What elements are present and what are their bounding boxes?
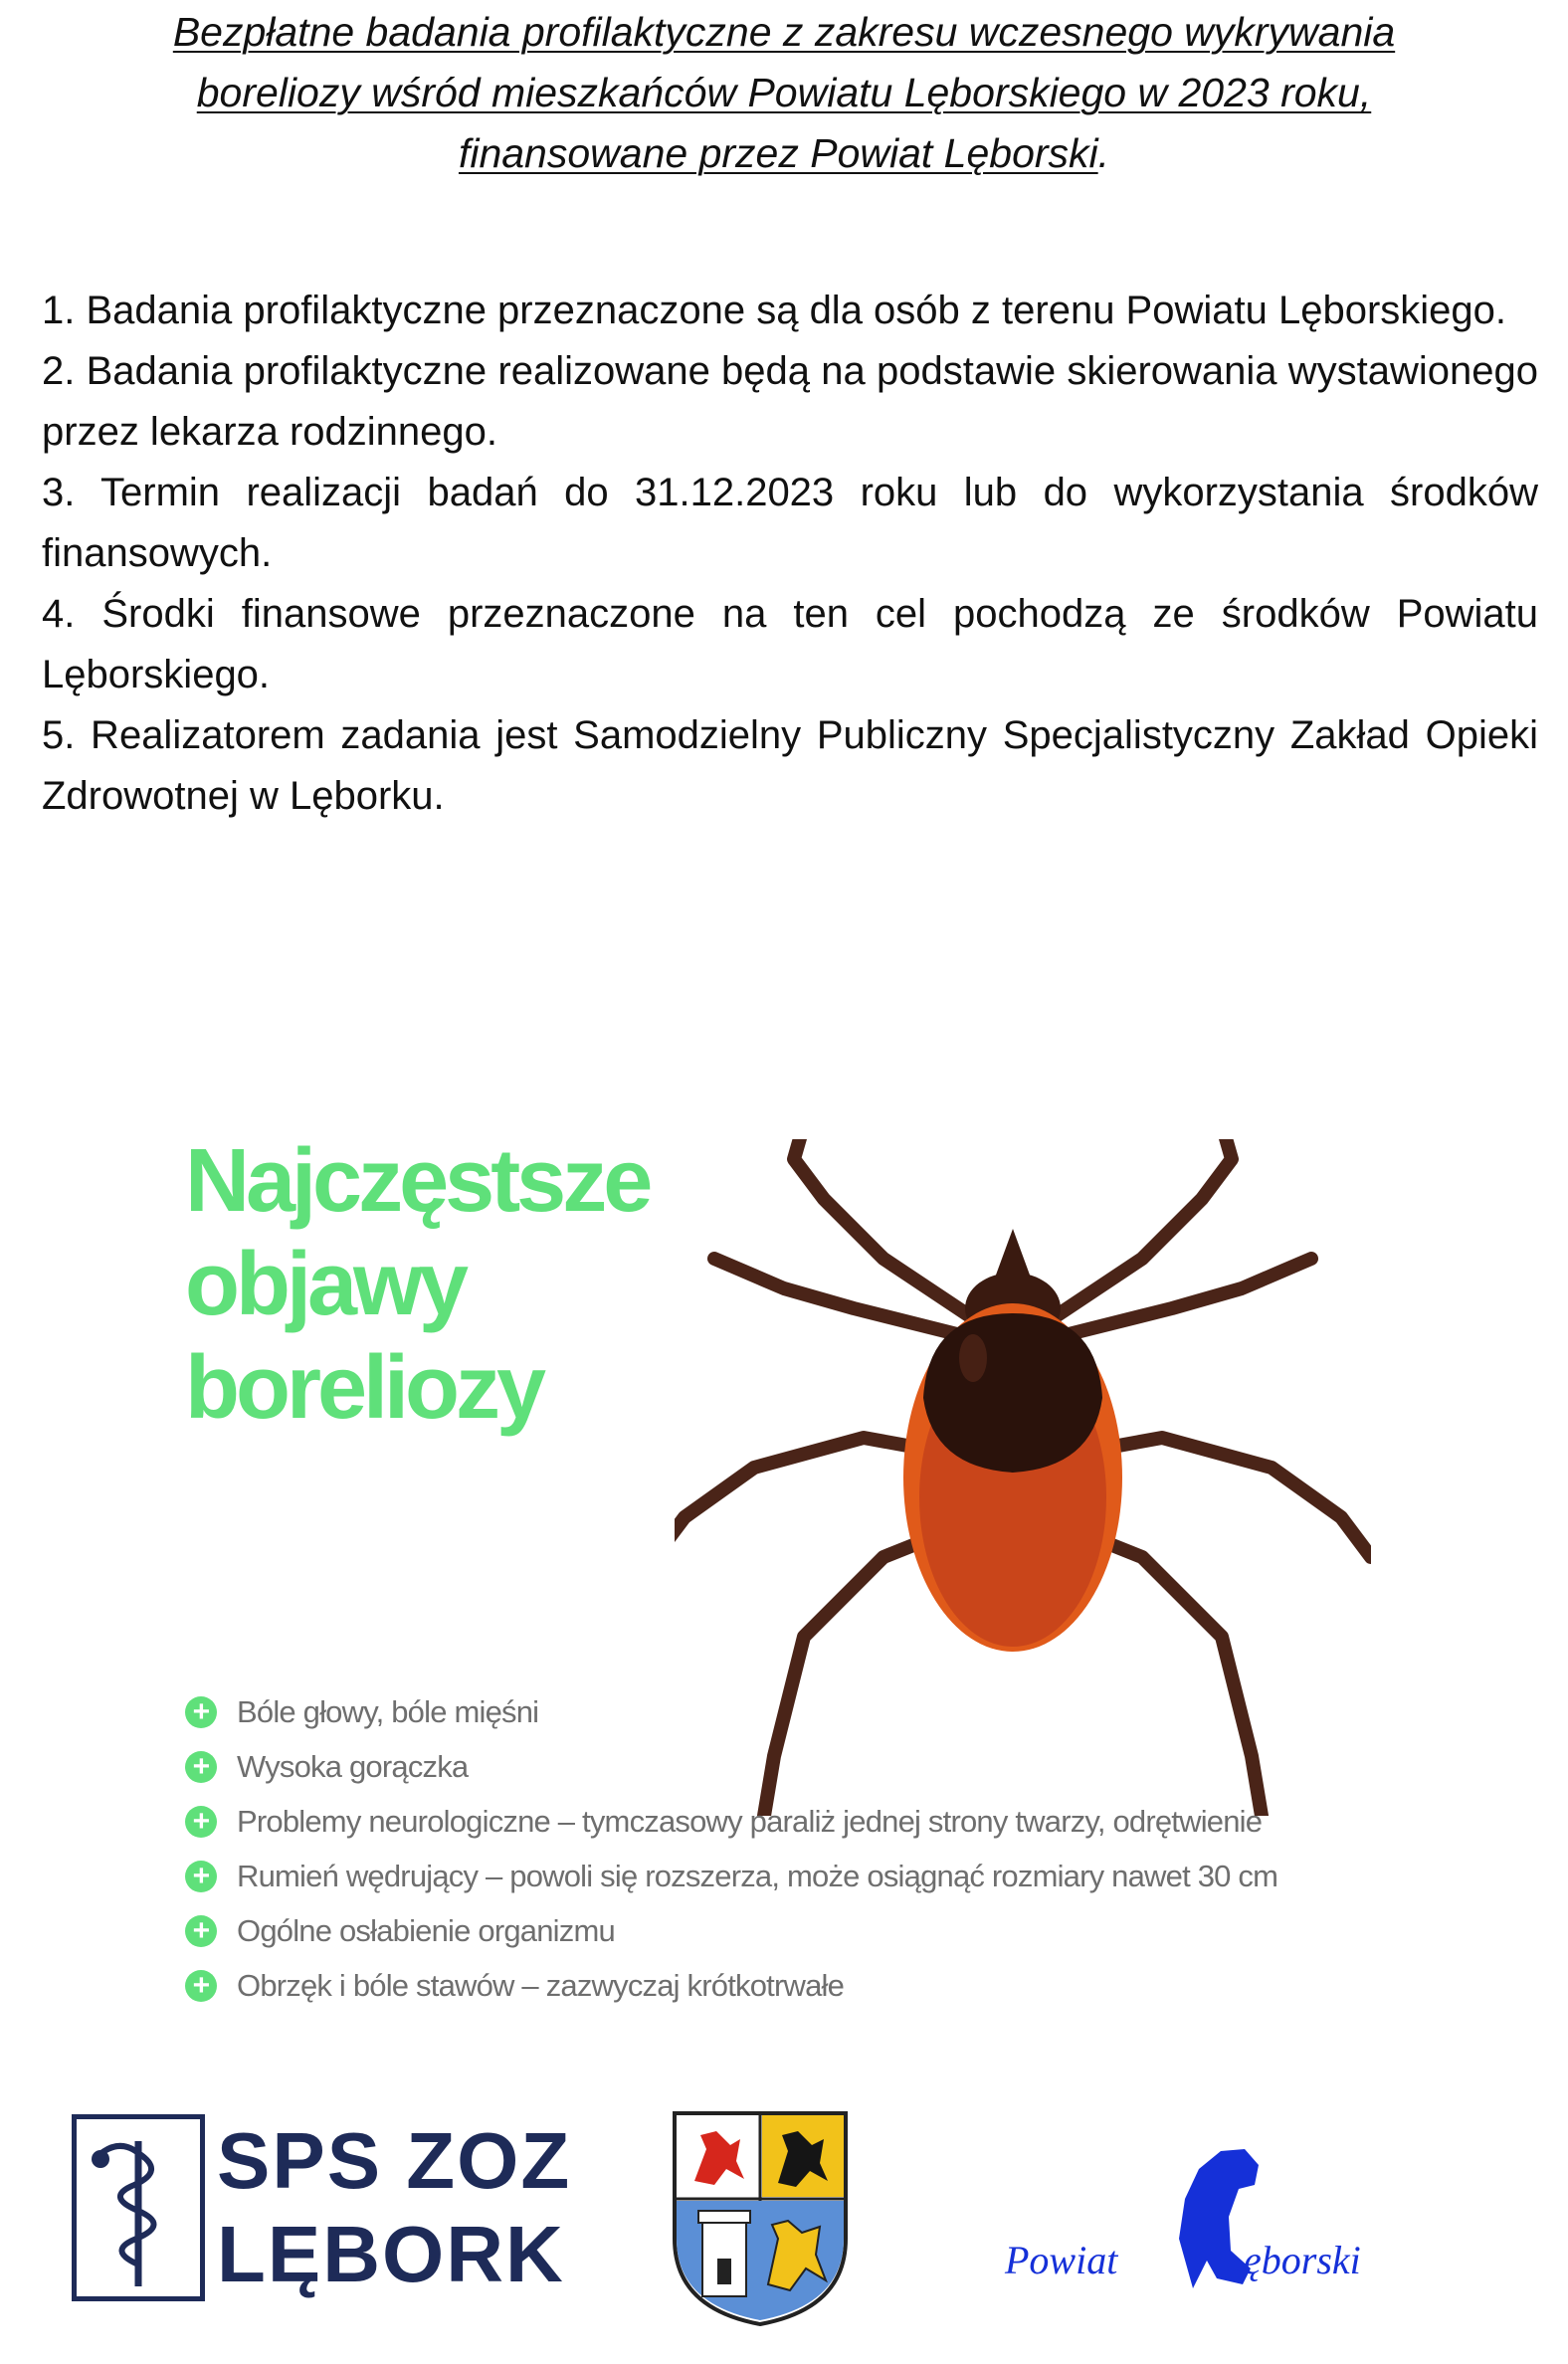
symptom-item	[185, 1794, 1277, 1849]
poster-heading-line-2: objawy	[185, 1235, 466, 1334]
symptom-list	[185, 1684, 1277, 2013]
poster-heading-line-3: boreliozy	[185, 1338, 543, 1438]
title-line-2: boreliozy wśród mieszkańców Powiatu Lęborskiego w 2023 roku,	[196, 70, 1372, 115]
symptom-label: Problemy neurologiczne – tymczasowy paraliż jednej strony twarzy, odrętwienie	[237, 1803, 1263, 1839]
borreliosis-poster	[98, 1060, 1447, 2015]
title-period: .	[1097, 130, 1110, 176]
plus-circle-icon: +	[185, 1861, 217, 1892]
symptom-label: Rumień wędrujący – powoli się rozszerza, może osiągnąć rozmiary nawet 30 cm	[237, 1858, 1278, 1893]
symptom-item	[185, 1849, 1277, 1903]
sps-logo-line-2: LĘBORK	[217, 2210, 565, 2298]
info-item-2: 2. Badania profilaktyczne realizowane będą na podstawie skierowania wystawionego przez lekarza rodzinnego.	[42, 349, 1538, 454]
poster-heading	[185, 1129, 649, 1440]
symptom-label: Wysoka gorączka	[237, 1748, 469, 1784]
title-line-3: finansowane przez Powiat Lęborski	[458, 130, 1098, 176]
powiat-leborski-logo	[995, 2139, 1413, 2288]
plus-circle-icon: +	[185, 1806, 217, 1838]
info-list	[42, 281, 1538, 827]
symptom-item	[185, 1739, 1277, 1794]
symptom-item	[185, 1958, 1277, 2013]
title-line-1: Bezpłatne badania profilaktyczne z zakresu wczesnego wykrywania	[172, 9, 1396, 55]
powiat-logo-text-left: Powiat	[1005, 2238, 1118, 2282]
plus-circle-icon: +	[185, 1696, 217, 1728]
info-item-1: 1. Badania profilaktyczne przeznaczone są dla osób z terenu Powiatu Lęborskiego.	[42, 289, 1507, 332]
powiat-logo-text-right: ęborski	[1244, 2238, 1361, 2282]
info-item-5: 5. Realizatorem zadania jest Samodzielny Publiczny Specjalistyczny Zakład Opieki Zdrowotnej w Lęborku.	[42, 713, 1538, 818]
symptom-item	[185, 1684, 1277, 1739]
sps-zoz-logo	[72, 2114, 572, 2313]
info-item-3: 3. Termin realizacji badań do 31.12.2023 roku lub do wykorzystania środków finansowych.	[42, 471, 1538, 575]
document-title	[60, 2, 1508, 184]
plus-circle-icon: +	[185, 1915, 217, 1947]
symptom-item	[185, 1903, 1277, 1958]
poster-heading-line-1: Najczęstsze	[185, 1131, 650, 1231]
symptom-label: Bóle głowy, bóle mięśni	[237, 1693, 539, 1729]
plus-circle-icon: +	[185, 1751, 217, 1783]
sps-logo-line-1: SPS ZOZ	[217, 2116, 572, 2205]
symptom-label: Ogólne osłabienie organizmu	[237, 1912, 615, 1948]
coat-of-arms-icon	[671, 2109, 850, 2328]
caduceus-icon	[72, 2114, 205, 2301]
symptom-label: Obrzęk i bóle stawów – zazwyczaj krótkotrwałe	[237, 1967, 845, 2003]
plus-circle-icon: +	[185, 1970, 217, 2002]
info-item-4: 4. Środki finansowe przeznaczone na ten cel pochodzą ze środków Powiatu Lęborskiego.	[42, 592, 1538, 696]
